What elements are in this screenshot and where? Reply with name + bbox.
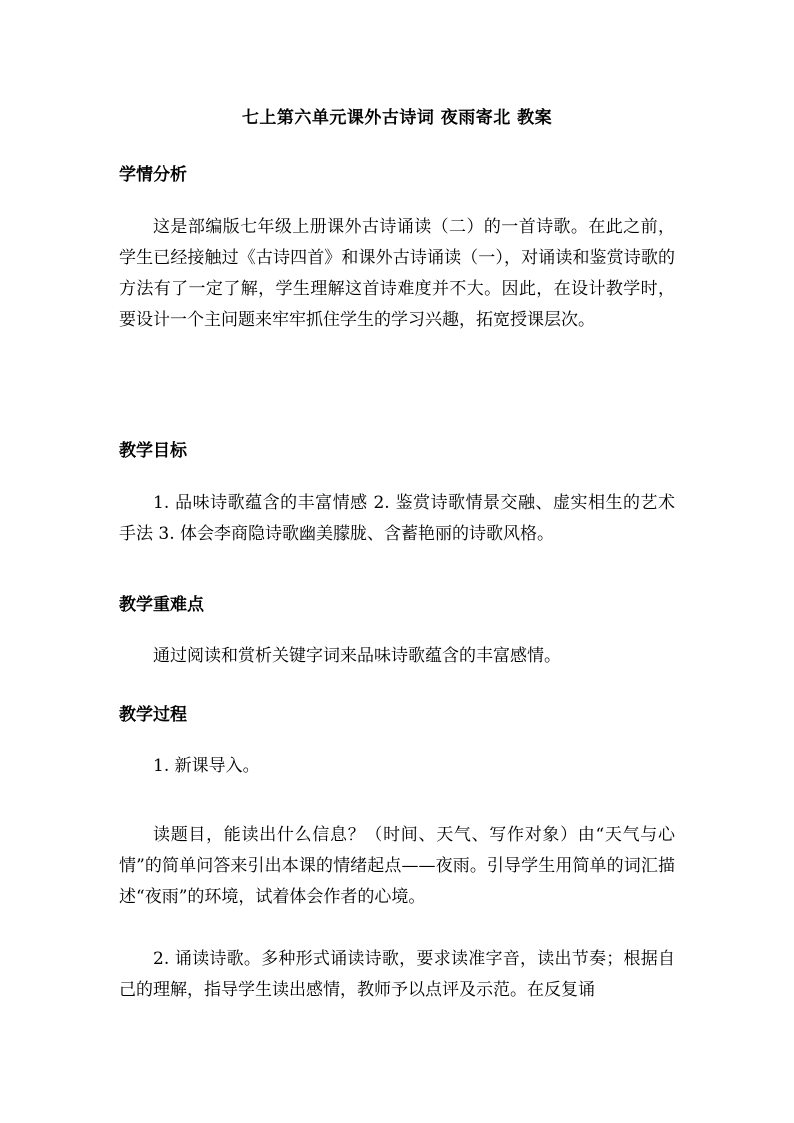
section-heading-learning-analysis: 学情分析 <box>119 165 187 185</box>
section-heading-teaching-goals: 教学目标 <box>119 441 187 461</box>
paragraph-teaching-goals: 1. 品味诗歌蕴含的丰富情感 2. 鉴赏诗歌情景交融、虚实相生的艺术手法 3. 体会李商隐诗歌幽美朦胧、含蓄艳丽的诗歌风格。 <box>119 493 675 544</box>
paragraph-step-2: 2. 诵读诗歌。多种形式诵读诗歌，要求读准字音，读出节奏；根据自己的理解，指导学生读出感情，教师予以点评及示范。在反复诵 <box>119 949 675 1000</box>
paragraph-key-points: 通过阅读和赏析关键字词来品味诗歌蕴含的丰富感情。 <box>153 646 561 666</box>
section-heading-key-points: 教学重难点 <box>119 595 204 615</box>
paragraph-step-1-detail: 读题目，能读出什么信息？（时间、天气、写作对象）由“天气与心情”的简单问答来引出本课的情绪起点——夜雨。引导学生用简单的词汇描述“夜雨”的环境，试着体会作者的心境。 <box>119 825 675 907</box>
section-heading-teaching-process: 教学过程 <box>119 705 187 725</box>
paragraph-learning-analysis: 这是部编版七年级上册课外古诗诵读（二）的一首诗歌。在此之前，学生已经接触过《古诗四首》和课外古诗诵读（一），对诵读和鉴赏诗歌的方法有了一定了解，学生理解这首诗难度并不大。因此，在设计教学时，要设计一个主问题来牢牢抓住学生的学习兴趣，拓宽授课层次。 <box>119 217 675 330</box>
document-title: 七上第六单元课外古诗词 夜雨寄北 教案 <box>241 108 553 128</box>
paragraph-step-1: 1. 新课导入。 <box>153 756 260 776</box>
